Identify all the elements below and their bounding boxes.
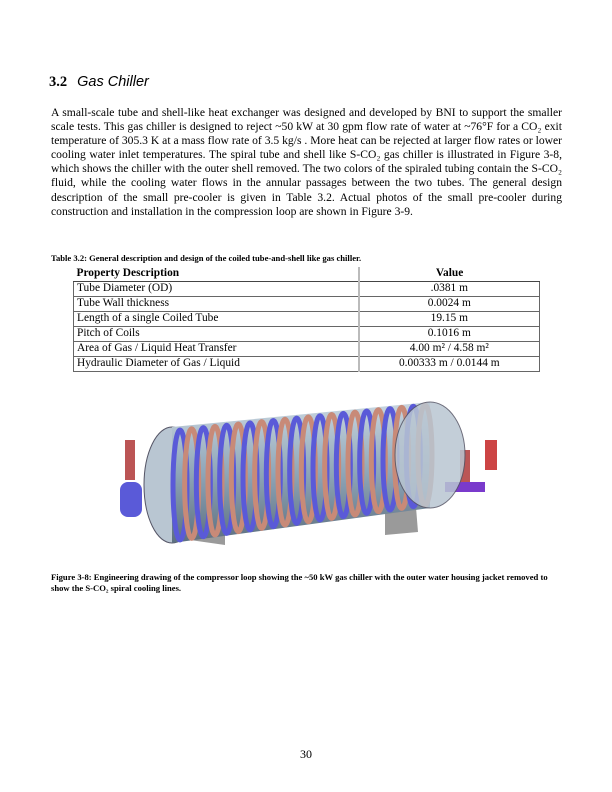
property-cell: Pitch of Coils [74, 327, 359, 342]
gas-chiller-figure [100, 390, 530, 550]
table-row [74, 327, 540, 342]
section-title: Gas Chiller [77, 74, 149, 90]
table-caption: Table 3.2: General description and design of the coiled tube-and-shell like gas chiller. [51, 253, 362, 263]
table-row [74, 297, 540, 312]
value-cell: 0.00333 m / 0.0144 m [359, 357, 540, 372]
property-cell: Area of Gas / Liquid Heat Transfer [74, 342, 359, 357]
table-row [74, 342, 540, 357]
right-end-cap [395, 402, 465, 508]
value-cell: 0.0024 m [359, 297, 540, 312]
section-number: 3.2 [49, 74, 68, 90]
property-cell: Tube Diameter (OD) [74, 282, 359, 297]
page-number: 30 [300, 747, 312, 761]
design-table [73, 267, 540, 372]
header-property: Property Description [74, 267, 359, 282]
figure-caption: Figure 3-8: Engineering drawing of the compressor loop showing the ~50 kW gas chiller with the outer water housing jacket removed to show the S-CO₂ spiral cooling lines. [51, 572, 548, 593]
body-paragraph: A small-scale tube and shell-like heat exchanger was designed and developed by BNI to support the smaller scale tests. This gas chiller is designed to reject ~50 kW at 30 gpm flow rate of water at ~76°F for a CO₂ exit temperature of 305.3 K at a mass flow rate of 3.5 kg/s . More heat can be rejected at larger flow rates or lower cooling water inlet temperatures. The spiral tube and shell like S-CO₂ gas chiller is illustrated in Figure 3-8, which shows the chiller with the outer shell removed. The two colors of the spiraled tubing contain the S-CO₂ fluid, while the cooling water flows in the annular passages between the two tubes. The general design description of the small pre-cooler is given in Table 3.2. Actual photos of the small pre-cooler during construction and installation in the compression loop are shown in Figure 3-9. [51, 106, 562, 218]
value-cell: 19.15 m [359, 312, 540, 327]
value-cell: 0.1016 m [359, 327, 540, 342]
header-value: Value [359, 267, 540, 282]
value-cell: 4.00 m² / 4.58 m² [359, 342, 540, 357]
property-cell: Hydraulic Diameter of Gas / Liquid [74, 357, 359, 372]
table-row [74, 357, 540, 372]
property-cell: Length of a single Coiled Tube [74, 312, 359, 327]
table-header-row [74, 267, 540, 282]
table-row [74, 282, 540, 297]
property-cell: Tube Wall thickness [74, 297, 359, 312]
value-cell: .0381 m [359, 282, 540, 297]
section-heading [49, 74, 149, 91]
table-row [74, 312, 540, 327]
